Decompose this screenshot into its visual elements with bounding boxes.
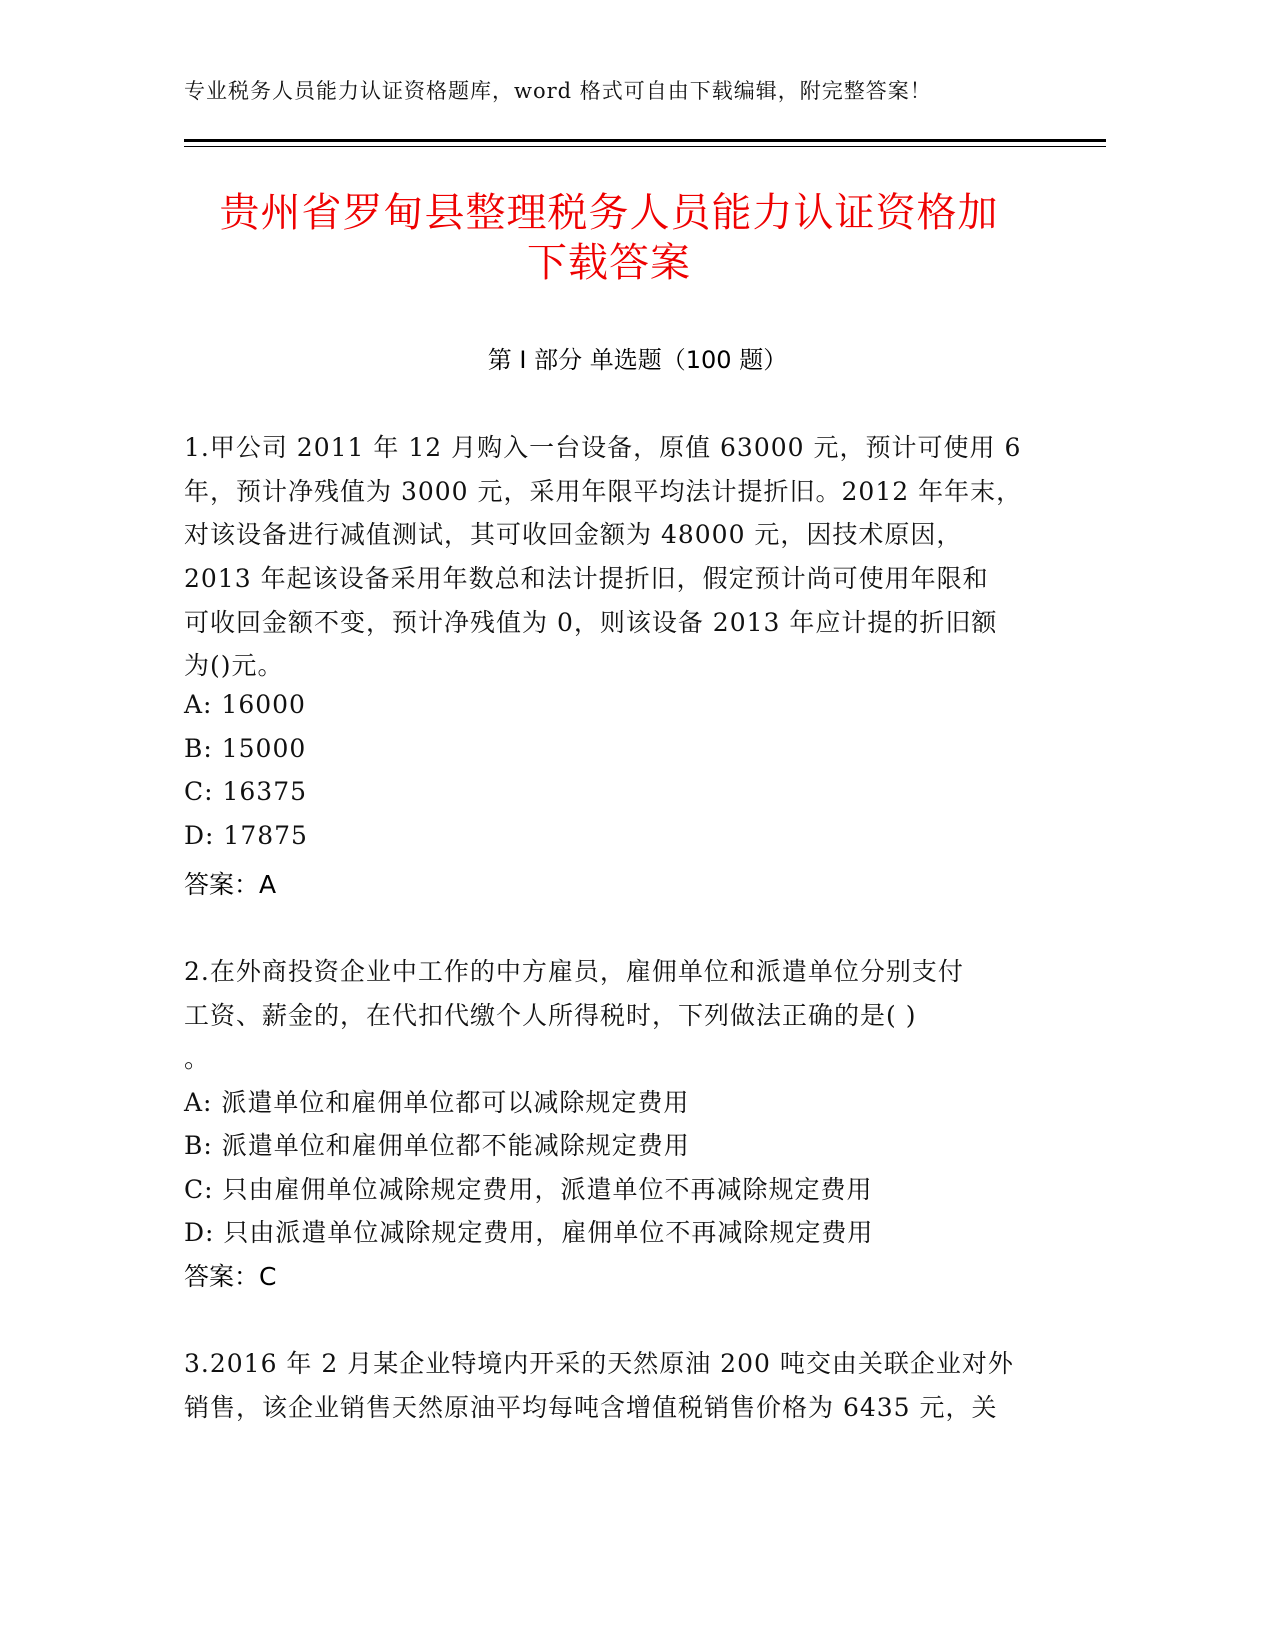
question-2-option-d: D: 只由派遣单位减除规定费用，雇佣单位不再减除规定费用 <box>184 1218 874 1247</box>
question-2-option-b: B: 派遣单位和雇佣单位都不能减除规定费用 <box>184 1131 690 1160</box>
question-1-line-3: 对该设备进行减值测试，其可收回金额为 48000 元，因技术原因， <box>184 520 963 549</box>
document-title-line-1: 贵州省罗甸县整理税务人员能力认证资格加 <box>219 190 999 236</box>
question-1-line-5: 可收回金额不变，预计净残值为 0，则该设备 2013 年应计提的折旧额 <box>184 608 998 637</box>
header-rule-thick <box>184 139 1106 142</box>
question-1-option-a: A: 16000 <box>184 690 306 719</box>
section-title: 第 I 部分 单选题（100 题） <box>487 346 788 374</box>
question-1-option-d: D: 17875 <box>184 821 308 850</box>
question-2-answer: 答案：C <box>184 1262 277 1291</box>
question-1-line-6: 为()元。 <box>184 651 284 680</box>
question-2-line-1: 2.在外商投资企业中工作的中方雇员，雇佣单位和派遣单位分别支付 <box>184 957 964 986</box>
question-3-line-1: 3.2016 年 2 月某企业特境内开采的天然原油 200 吨交由关联企业对外 <box>184 1349 1014 1378</box>
header-rule-thin <box>184 146 1106 147</box>
question-2-option-a: A: 派遣单位和雇佣单位都可以减除规定费用 <box>184 1088 690 1117</box>
question-2-option-c: C: 只由雇佣单位减除规定费用，派遣单位不再减除规定费用 <box>184 1175 873 1204</box>
question-3-line-2: 销售，该企业销售天然原油平均每吨含增值税销售价格为 6435 元，关 <box>184 1393 998 1422</box>
question-1-option-b: B: 15000 <box>184 734 307 763</box>
question-1-line-2: 年，预计净残值为 3000 元，采用年限平均法计提折旧。2012 年年末， <box>184 477 1023 506</box>
header-note: 专业税务人员能力认证资格题库，word 格式可自由下载编辑，附完整答案！ <box>184 79 932 103</box>
document-title-line-2: 下载答案 <box>527 240 691 286</box>
question-2-line-2: 工资、薪金的，在代扣代缴个人所得税时，下列做法正确的是( ) <box>184 1001 917 1030</box>
question-2-line-3: 。 <box>184 1044 211 1073</box>
document-title <box>184 188 1034 288</box>
question-1-option-c: C: 16375 <box>184 777 308 806</box>
question-1-line-4: 2013 年起该设备采用年数总和法计提折旧，假定预计尚可使用年限和 <box>184 564 989 593</box>
question-1-answer: 答案：A <box>184 870 277 899</box>
question-1-line-1: 1.甲公司 2011 年 12 月购入一台设备，原值 63000 元，预计可使用 6 <box>184 433 1022 462</box>
